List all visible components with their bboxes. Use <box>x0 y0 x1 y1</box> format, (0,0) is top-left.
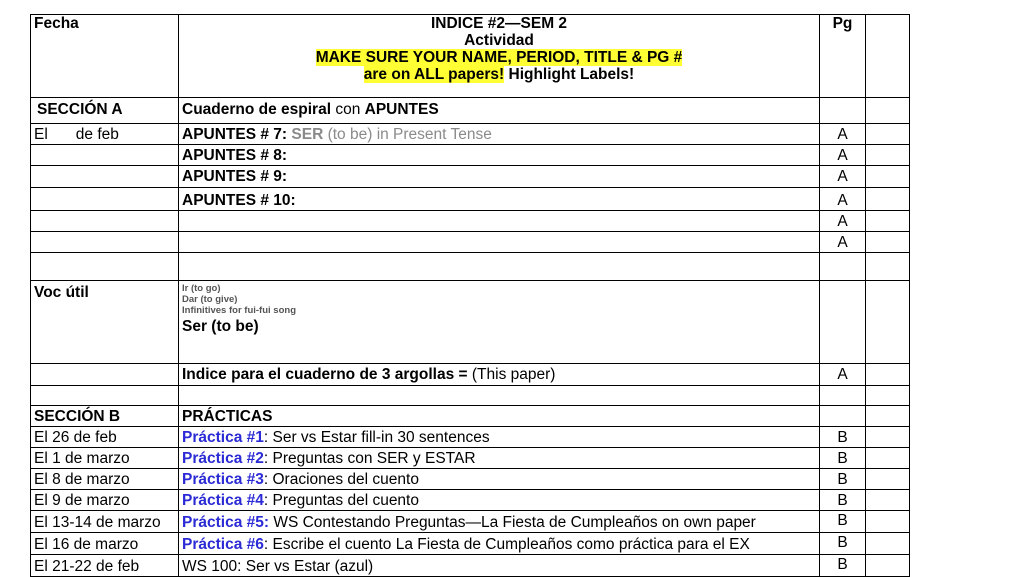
blank-cell <box>866 448 910 469</box>
pg-header: Pg <box>820 15 866 98</box>
apuntes-row <box>31 145 910 166</box>
blank-cell <box>866 188 910 211</box>
blank-cell <box>31 188 179 211</box>
practica-row <box>31 533 910 555</box>
blank-cell <box>31 166 179 188</box>
blank-cell <box>866 211 910 232</box>
voc-label: Voc útil <box>31 281 179 364</box>
practica-date: El 13-14 de marzo <box>31 511 179 533</box>
blank-cell <box>866 124 910 145</box>
indice-text: Indice para el cuaderno de 3 argollas = (This paper) <box>179 364 820 386</box>
header-row <box>31 15 910 98</box>
blank-cell <box>179 211 820 232</box>
index-title: INDICE #2—SEM 2 <box>430 15 568 32</box>
practica-row <box>31 490 910 511</box>
blank-cell <box>31 145 179 166</box>
indice-pg: A <box>820 364 866 386</box>
practica-pg: B <box>820 511 866 533</box>
blank-cell <box>866 490 910 511</box>
apuntes-pg: A <box>820 211 866 232</box>
blank-cell <box>866 253 910 281</box>
voc-dar: Dar (to give) <box>182 294 238 305</box>
apuntes-pg: A <box>820 232 866 253</box>
apuntes-row <box>31 211 910 232</box>
blank-cell <box>866 406 910 427</box>
blank-cell <box>866 15 910 98</box>
apuntes-8: APUNTES # 8: <box>179 145 820 166</box>
practica-row <box>31 469 910 490</box>
seccion-b-label: SECCIÓN B <box>31 406 179 427</box>
practica-date: El 21-22 de feb <box>31 555 179 577</box>
blank-cell <box>31 211 179 232</box>
apuntes-7-pg: A <box>820 124 866 145</box>
practica-pg: B <box>820 427 866 448</box>
voc-ser: Ser (to be) <box>182 318 259 335</box>
blank-cell <box>820 386 866 406</box>
indice-row <box>31 364 910 386</box>
highlight-note-line2: are on ALL papers! Highlight Labels! <box>363 66 635 83</box>
blank-cell <box>866 555 910 577</box>
blank-cell <box>31 386 179 406</box>
apuntes-9: APUNTES # 9: <box>179 166 820 188</box>
blank-cell <box>866 98 910 124</box>
seccion-b-row <box>31 406 910 427</box>
practica-row <box>31 448 910 469</box>
practica-6: Práctica #6: Escribe el cuento La Fiesta de Cumpleaños como práctica para el EX <box>179 533 820 555</box>
apuntes-row <box>31 166 910 188</box>
practica-pg: B <box>820 490 866 511</box>
practica-row <box>31 427 910 448</box>
practica-pg: B <box>820 469 866 490</box>
voc-row <box>31 281 910 364</box>
blank-cell <box>866 469 910 490</box>
voc-ir: Ir (to go) <box>182 283 221 294</box>
practica-date: El 16 de marzo <box>31 533 179 555</box>
apuntes-row <box>31 124 910 145</box>
practica-5: Práctica #5: WS Contestando Preguntas—La Fiesta de Cumpleaños on own paper <box>179 511 820 533</box>
blank-cell <box>820 98 866 124</box>
blank-cell <box>31 232 179 253</box>
practica-pg: B <box>820 555 866 577</box>
blank-cell <box>820 281 866 364</box>
blank-cell <box>866 427 910 448</box>
blank-cell <box>31 253 179 281</box>
blank-cell <box>179 253 820 281</box>
seccion-a-title: Cuaderno de espiral con APUNTES <box>179 98 820 124</box>
ws-100: WS 100: Ser vs Estar (azul) <box>179 555 820 577</box>
blank-cell <box>179 232 820 253</box>
apuntes-row <box>31 232 910 253</box>
apuntes-9-pg: A <box>820 166 866 188</box>
seccion-a-label: SECCIÓN A <box>31 98 179 124</box>
blank-cell <box>866 386 910 406</box>
voc-list <box>179 281 820 364</box>
blank-cell <box>820 406 866 427</box>
practica-date: El 8 de marzo <box>31 469 179 490</box>
apuntes-10: APUNTES # 10: <box>179 188 820 211</box>
blank-cell <box>866 364 910 386</box>
practica-date: El 1 de marzo <box>31 448 179 469</box>
practica-row <box>31 511 910 533</box>
blank-cell <box>179 386 820 406</box>
practica-1: Práctica #1: Ser vs Estar fill-in 30 sentences <box>179 427 820 448</box>
index-table <box>30 14 910 577</box>
blank-cell <box>866 232 910 253</box>
blank-cell <box>820 253 866 281</box>
blank-cell <box>866 511 910 533</box>
practica-3: Práctica #3: Oraciones del cuento <box>179 469 820 490</box>
seccion-b-title: PRÁCTICAS <box>179 406 820 427</box>
fecha-header: Fecha <box>31 15 179 98</box>
blank-cell <box>866 533 910 555</box>
apuntes-date: El de feb <box>31 124 179 145</box>
practica-pg: B <box>820 533 866 555</box>
apuntes-7: APUNTES # 7: SER (to be) in Present Tense <box>179 124 820 145</box>
practica-4: Práctica #4: Preguntas del cuento <box>179 490 820 511</box>
blank-cell <box>31 364 179 386</box>
apuntes-8-pg: A <box>820 145 866 166</box>
apuntes-10-pg: A <box>820 188 866 211</box>
practica-2: Práctica #2: Preguntas con SER y ESTAR <box>179 448 820 469</box>
empty-row <box>31 253 910 281</box>
activity-label: Actividad <box>464 32 534 49</box>
apuntes-row <box>31 188 910 211</box>
empty-row <box>31 386 910 406</box>
blank-cell <box>866 281 910 364</box>
practica-pg: B <box>820 448 866 469</box>
activity-header <box>179 15 820 98</box>
blank-cell <box>866 166 910 188</box>
practica-date: El 26 de feb <box>31 427 179 448</box>
seccion-a-row <box>31 98 910 124</box>
voc-infinitives: Infinitives for fui-fui song <box>182 305 296 316</box>
practica-row <box>31 555 910 577</box>
highlight-note-line1: MAKE SURE YOUR NAME, PERIOD, TITLE & PG # <box>315 49 683 66</box>
blank-cell <box>866 145 910 166</box>
practica-date: El 9 de marzo <box>31 490 179 511</box>
